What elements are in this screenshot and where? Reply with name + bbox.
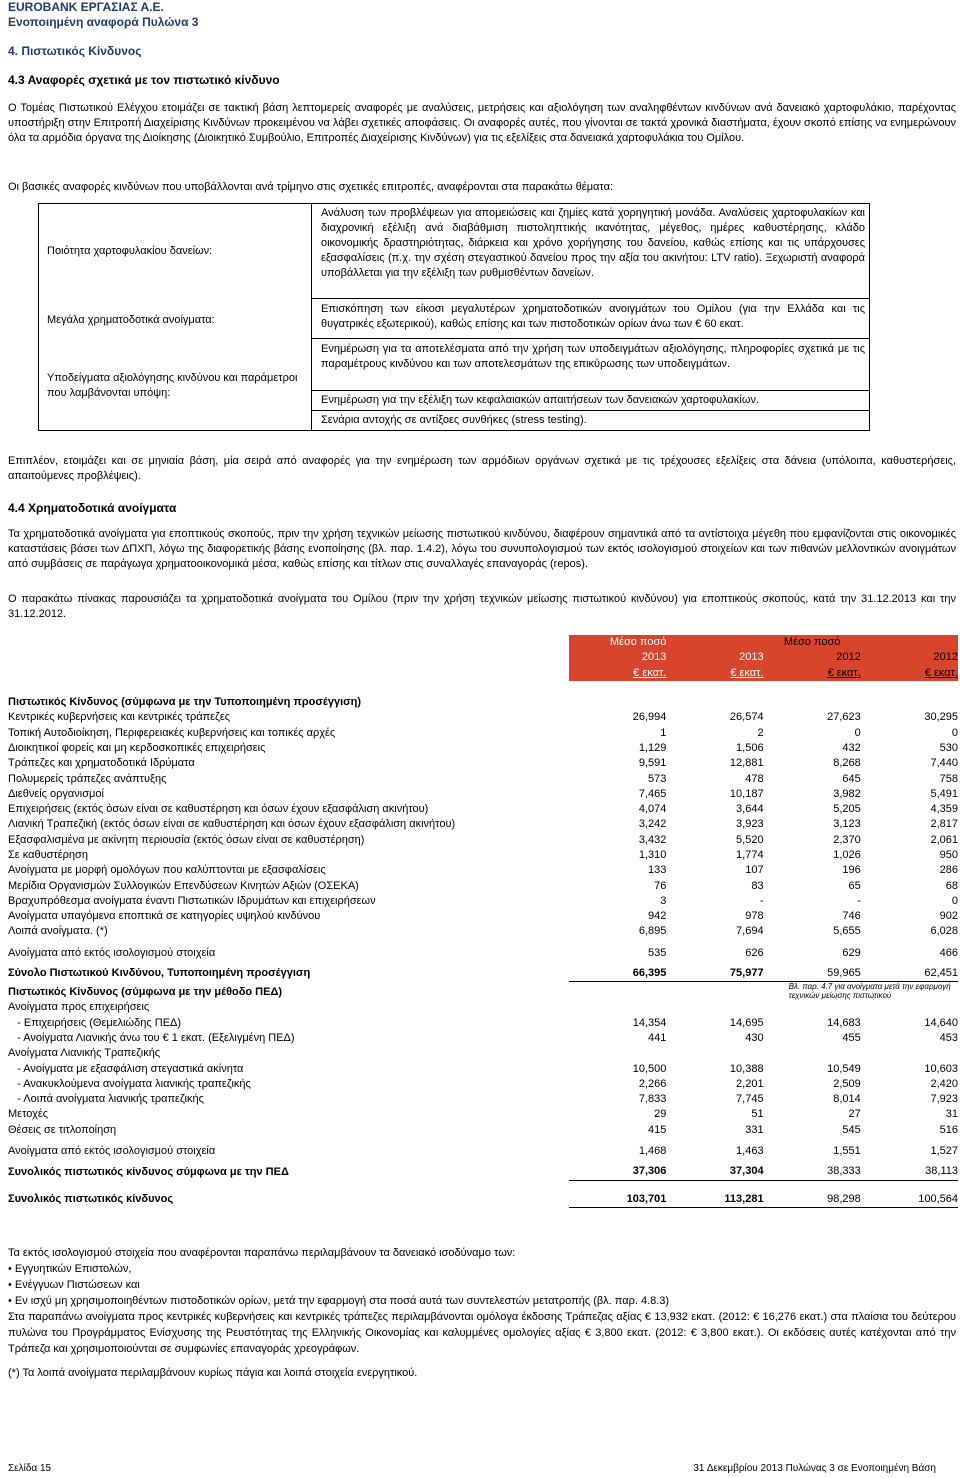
cell: 516 (939, 1123, 958, 1136)
cell: 26,574 (729, 711, 764, 724)
cell: 6,028 (930, 925, 958, 938)
row-label: Ανοίγματα με μορφή ομολόγων που καλύπτονται με εξασφαλίσεις (8, 864, 326, 877)
cell: 1,774 (736, 849, 764, 861)
company-name: EUROBANK ΕΡΓΑΣΙΑΣ Α.Ε. (8, 0, 164, 14)
table-row (8, 817, 958, 832)
cell: 626 (745, 946, 764, 959)
cell: 62,451 (861, 966, 958, 982)
table-row (8, 787, 958, 802)
cell: 573 (648, 772, 667, 785)
cell: 2 (757, 726, 764, 739)
cell (764, 1000, 861, 1015)
cell: 31 (945, 1108, 958, 1121)
row-label: Συνολικός πιστωτικός κίνδυνος σύμφωνα με την ΠΕΔ (8, 1165, 289, 1178)
table-row (8, 909, 958, 924)
row-label: Μετοχές (8, 1108, 49, 1121)
cell (764, 1046, 861, 1061)
row-label: Ανοίγματα από εκτός ισολογισμού στοιχεία (8, 1145, 216, 1158)
cell (569, 1046, 666, 1061)
cell: 14,683 (827, 1016, 861, 1029)
cell: 9,591 (638, 757, 667, 770)
row-label: Σύνολο Πιστωτικού Κινδύνου, Τυποποιημένη προσέγγιση (8, 967, 311, 980)
cell: 8,014 (833, 1093, 861, 1106)
cell: 37,304 (666, 1164, 763, 1180)
report-topics-left-column (39, 204, 312, 430)
cell: 3,644 (736, 803, 764, 816)
cell: 4,359 (930, 803, 958, 816)
row-label: Ανοίγματα από εκτός ισολογισμού στοιχεία (8, 946, 216, 959)
cell: 37,306 (569, 1164, 666, 1180)
table-row (8, 756, 958, 771)
topic-risk-models-desc-2: Ενημέρωση για την εξέλιξη των κεφαλαιακών απαιτήσεων των δανειακών χαρτοφυλακίων. (321, 394, 760, 406)
cell (861, 1046, 958, 1061)
cell: 0 (854, 726, 861, 739)
col-3-head-b: 2012 (764, 650, 861, 665)
cell: 103,701 (569, 1192, 666, 1208)
cell: 5,491 (930, 787, 958, 800)
cell: 10,187 (729, 787, 764, 800)
report-topics-box (38, 203, 870, 431)
cell: 1,026 (833, 849, 861, 861)
cell: 3,923 (736, 818, 764, 831)
cell: 107 (745, 864, 764, 877)
row-label: Μερίδια Οργανισμών Συλλογικών Επενδύσεων Κινητών Αξιών (ΟΣΕΚΑ) (8, 879, 359, 892)
topic-portfolio-quality: Ποιότητα χαρτοφυλακίου δανείων: (47, 245, 213, 257)
cell: 3,982 (833, 787, 861, 800)
table-row (8, 1077, 958, 1092)
cell: 29 (654, 1108, 667, 1121)
cell: 331 (745, 1123, 764, 1136)
cell: 1,551 (833, 1145, 861, 1158)
cell: 7,440 (930, 757, 958, 770)
topic-portfolio-quality-desc: Ανάλυση των προβλέψεων για απομειώσεις και ζημίες κατά χορηγητική μονάδα. Αναλύσεις χαρτοφυλακίων και διαχρονική εξέλιξη ανά διαβάθμιση πιστοληπτικής ικανότητας, μέγεθος, ημέρες καθυστέρησης, κλάδο οικονομικής δραστηριότητας, διάρκεια και χρόνο χορήγησης του δανείου, καθώς επίσης και τις υπάρχουσες εξασφαλίσεις (π.χ. την σχέση στεγαστικού δανείου προς την αξία του ακινήτου: LTV ratio). Ξεχωριστή αναφορά υποβάλλεται για την εξέλιξη των ρυθμισθέντων δανείων. (321, 207, 865, 279)
cell: - (759, 894, 764, 907)
col-1-head-unit: € εκατ. (633, 666, 667, 679)
table-row (8, 863, 958, 878)
cell: 978 (745, 910, 764, 923)
cell: 950 (939, 849, 958, 861)
cell: 1,129 (638, 741, 667, 754)
row-label: Τράπεζες και χρηματοδοτικά Ιδρύματα (8, 757, 195, 770)
cell: 26,994 (632, 711, 667, 724)
cell: 629 (842, 946, 861, 959)
cell: 30,295 (924, 711, 958, 724)
chapter-title: 4. Πιστωτικός Κίνδυνος (8, 44, 142, 58)
cell: 1,468 (638, 1145, 667, 1158)
col-1-head-b: 2013 (569, 650, 666, 665)
cell: 7,745 (736, 1093, 764, 1106)
row-label: Διεθνείς οργανισμοί (8, 787, 104, 800)
footnote-ref: Βλ. παρ. 4.7 για ανοίγματα μετά την εφαρμογή τεχνικών μείωσης πιστωτικού (788, 982, 951, 1001)
table-row (8, 878, 958, 893)
page-number: Σελίδα 15 (8, 1463, 52, 1474)
cell: 645 (842, 772, 861, 785)
cell: 1,506 (736, 741, 764, 754)
table-row (8, 1061, 958, 1076)
table-row (8, 1107, 958, 1122)
col-2-head-b: 2013 (666, 650, 763, 665)
note-bullet: • Εγγυητικών Επιστολών, (8, 1263, 132, 1275)
section-4-4-paragraph-1: Τα χρηματοδοτικά ανοίγματα για εποπτικούς σκοπούς, πριν την χρήση τεχνικών μείωσης πιστωτικού κινδύνου, διαφέρουν σημαντικά από τα αντίστοιχα μέγεθη που εμφανίζονται στις οικονομικές καταστάσεις βάσει των ΔΠΧΠ, λόγω της διαφορετικής βάσης ενοποίησης (βλ. παρ. 1.4.2), λόγω του συνυπολογισμού των εκτός ισολογισμού στοιχείων και των πιθανών μελλοντικών ανοιγμάτων από συμβάσεις σε παράγωγα χρηματοοικονομικά μέσα, καθώς επίσης και τίτλων στις συναλλαγές επαναγοράς (repos). (8, 528, 956, 570)
cell: 10,549 (827, 1062, 861, 1075)
note-offbalance-intro: Τα εκτός ισολογισμού στοιχεία που αναφέρονται παραπάνω περιλαμβάνουν τα δανειακό ισοδύναμο των: (8, 1247, 516, 1259)
row-label: Ανοίγματα Λιανικής Τραπεζικής (8, 1047, 161, 1060)
cell: - (857, 894, 861, 907)
row-label: Κεντρικές κυβερνήσεις και κεντρικές τράπεζες (8, 711, 231, 724)
row-label: Εξασφαλισμένα με ακίνητη περιουσία (εκτός όσων είναι σε καθυστέρηση) (8, 833, 365, 846)
cell: 902 (939, 910, 958, 923)
col-2-head-unit: € εκατ. (730, 666, 764, 679)
cell: 38,333 (764, 1164, 861, 1180)
row-label: Ανοίγματα προς επιχειρήσεις (8, 1001, 150, 1014)
cell: 68 (945, 879, 958, 892)
divider (311, 298, 869, 299)
table-row (8, 833, 958, 848)
section-4-3-title: 4.3 Αναφορές σχετικά με τον πιστωτικό κίνδυνο (8, 73, 280, 87)
row-label: - Επιχειρήσεις (Θεμελιώδης ΠΕΔ) (8, 1016, 182, 1029)
divider (311, 410, 869, 411)
cell: 2,509 (833, 1077, 861, 1090)
row-label: Λιανική Τραπεζική (εκτός όσων είναι σε καθυστέρηση και όσων έχουν εξασφάλιση ακινήτου) (8, 818, 456, 831)
cell: 75,977 (666, 966, 763, 982)
cell: 942 (648, 910, 667, 923)
cell: 1,463 (736, 1145, 764, 1158)
cell: 2,201 (736, 1077, 764, 1090)
cell: 2,370 (833, 833, 861, 846)
cell: 530 (939, 741, 958, 754)
col-4-head-unit: € εκατ. (924, 666, 958, 679)
table-row (8, 1092, 958, 1107)
divider (311, 390, 869, 391)
row-label: - Ανακυκλούμενα ανοίγματα λιανικής τραπεζικής (8, 1077, 251, 1090)
section-4-3-paragraph-3: Επιπλέον, ετοιμάζει και σε μηνιαία βάση, μία σειρά από αναφορές για την ενημέρωση των αρμόδιων οργάνων σχετικά με τις τρέχουσες εξελίξεις στα δάνεια (υπόλοιπα, καθυστερήσεις, απαιτούμενες προβλέψεις). (8, 455, 956, 482)
cell: 2,420 (930, 1077, 958, 1090)
irb-section-title: Πιστωτικός Κίνδυνος (σύμφωνα με την μέθοδο ΠΕΔ) (8, 986, 283, 999)
cell: 196 (842, 864, 861, 877)
cell: 5,655 (833, 925, 861, 938)
table-row (8, 771, 958, 786)
row-label: - Ανοίγματα Λιανικής άνω του € 1 εκατ. (Εξελιγμένη ΠΕΔ) (8, 1031, 295, 1044)
row-label: Επιχειρήσεις (εκτός όσων είναι σε καθυστέρηση και όσων έχουν εξασφάλιση ακινήτου) (8, 803, 429, 816)
cell: 51 (751, 1108, 764, 1121)
row-label: - Ανοίγματα με εξασφάλιση στεγαστικά ακίνητα (8, 1062, 244, 1075)
topic-risk-models-desc-1: Ενημέρωση για τα αποτελέσματα από την χρήση των υποδειγμάτων αξιολόγησης, πληροφορίες σχετικά με τις παραμέτρους κινδύνου και των αποτελεσμάτων της επικύρωσης των υποδειγμάτων. (321, 343, 865, 370)
cell: 746 (842, 910, 861, 923)
note-bullet: • Εν ισχύ μη χρησιμοποιηθέντων πιστοδοτικών ορίων, μετά την εφαρμογή στα ποσά αυτά των συντελεστών μετατροπής (βλ. παρ. 4.8.3) (8, 1295, 670, 1307)
table-row (8, 1123, 958, 1138)
cell: 10,388 (729, 1062, 764, 1075)
cell (666, 1000, 763, 1015)
cell: 76 (654, 879, 667, 892)
cell: 27 (848, 1108, 861, 1121)
table-grand-total-row (8, 1192, 958, 1208)
section-4-3-paragraph-2: Οι βασικές αναφορές κινδύνων που υποβάλλονται ανά τρίμηνο στις σχετικές επιτροπές, αναφέρονται στα παρακάτω θέματα: (8, 181, 614, 193)
notes-block (8, 1245, 956, 1381)
section-4-3-paragraph-1: Ο Τομέας Πιστωτικού Ελέγχου ετοιμάζει σε τακτική βάση λεπτομερείς αναφορές με αναλύσεις, μετρήσεις και αξιολόγηση των αναληφθέντων κινδύνων ανά δανειακό χαρτοφυλάκιο, παρέχοντας υποστήριξη στην Επιτροπή Διαχείρισης Κινδύνων προκειμένου να λάβει σχετικές αποφάσεις. Οι αναφορές αυτές, που γίνονται σε τακτά χρονικά διαστήματα, έχουν σκοπό επίσης να ενημερώνουν όλα τα αρμόδια όργανα της Διοίκησης (Διοικητικό Συμβούλιο, Επιτροπές Διαχείρισης Κινδύνων) για τις εξελίξεις στα δανειακά χαρτοφυλάκια του Ομίλου. (8, 102, 956, 144)
cell: 2,817 (930, 818, 958, 831)
table-row (8, 924, 958, 939)
cell: 286 (939, 864, 958, 877)
row-label: Βραχυπρόθεσμα ανοίγματα έναντι Πιστωτικών Ιδρυμάτων και επιχειρήσεων (8, 894, 376, 907)
table-row (8, 802, 958, 817)
cell: 1,310 (638, 849, 667, 861)
note-bullet: • Ενέγγυων Πιστώσεων και (8, 1279, 140, 1291)
footer-date: 31 Δεκεμβρίου 2013 Πυλώνας 3 σε Ενοποιημένη Βάση (693, 1463, 936, 1474)
cell: 453 (939, 1031, 958, 1044)
cell: 478 (745, 772, 764, 785)
table-total-row (8, 966, 958, 982)
table-row (8, 848, 958, 863)
cell: 441 (648, 1031, 667, 1044)
table-total-row (8, 1164, 958, 1180)
table-row (8, 946, 958, 961)
cell: 12,881 (729, 757, 764, 770)
cell: 0 (951, 894, 958, 907)
cell: 133 (648, 864, 667, 877)
cell: 3 (660, 894, 667, 907)
cell: 415 (648, 1123, 667, 1136)
col-3-head-unit: € εκατ. (827, 666, 861, 679)
cell: 14,695 (729, 1016, 764, 1029)
cell: 3,432 (638, 833, 667, 846)
row-label: Σε καθυστέρηση (8, 849, 88, 861)
cell: 14,640 (924, 1016, 958, 1029)
col-1-head-a: Μέσο ποσό (569, 635, 666, 650)
cell: 65 (848, 879, 861, 892)
cell: 2,061 (930, 833, 958, 846)
row-label: Θέσεις σε τιτλοποίηση (8, 1123, 117, 1136)
table-row (8, 1016, 958, 1031)
cell: 2,266 (638, 1077, 667, 1090)
topic-large-exposures-desc: Επισκόπηση των είκοσι μεγαλυτέρων χρηματοδοτικών ανοιγμάτων του Ομίλου (για την Ελλάδα και τις θυγατρικές εξωτερικού), καθώς επίσης και των πιστοδοτικών ορίων άνω των € 60 εκατ. (321, 303, 865, 330)
cell: 466 (939, 946, 958, 959)
cell: 10,603 (924, 1062, 958, 1075)
topic-large-exposures: Μεγάλα χρηματοδοτικά ανοίγματα: (47, 314, 215, 326)
cell: 1 (660, 726, 667, 739)
table-row (8, 1000, 958, 1015)
cell: 59,965 (764, 966, 861, 982)
section-4-4-paragraph-2: Ο παρακάτω πίνακας παρουσιάζει τα χρηματοδοτικά ανοίγματα του Ομίλου (πριν την χρήση τεχνικών μείωσης πιστωτικού κινδύνου) για εποπτικούς σκοπούς, κατά την 31.12.2013 και την 31.12.2012. (8, 593, 956, 620)
cell: 7,833 (638, 1093, 667, 1106)
cell: 38,113 (861, 1164, 958, 1180)
cell (861, 1000, 958, 1015)
cell: 10,500 (632, 1062, 667, 1075)
table-row (8, 725, 958, 740)
cell: 7,694 (736, 925, 764, 938)
cell: 4,074 (638, 803, 667, 816)
table-row (8, 894, 958, 909)
col-4-head-b: 2012 (861, 650, 958, 665)
cell: 0 (951, 726, 958, 739)
section-4-4-title: 4.4 Χρηματοδοτικά ανοίγματα (8, 501, 177, 515)
cell: 8,268 (833, 757, 861, 770)
cell: 545 (842, 1123, 861, 1136)
row-label: - Λοιπά ανοίγματα λιανικής τραπεζικής (8, 1093, 204, 1106)
table-row (8, 1046, 958, 1061)
table-row (8, 741, 958, 756)
cell: 5,520 (736, 833, 764, 846)
cell: 7,465 (638, 787, 667, 800)
cell: 7,923 (930, 1093, 958, 1106)
cell: 83 (751, 879, 764, 892)
credit-exposures-table (8, 635, 958, 1208)
table-row (8, 1031, 958, 1046)
cell: 455 (842, 1031, 861, 1044)
standardised-section-title: Πιστωτικός Κίνδυνος (σύμφωνα με την Τυποποιημένη προσέγγιση) (8, 696, 362, 709)
cell: 113,281 (666, 1192, 763, 1208)
row-label: Συνολικός πιστωτικός κίνδυνος (8, 1192, 174, 1205)
note-other-exposures: (*) Τα λοιπά ανοίγματα περιλαμβάνουν κυρίως πάγια και λοιπά στοιχεία ενεργητικού. (8, 1367, 418, 1379)
cell (666, 1046, 763, 1061)
row-label: Διοικητικοί φορείς και μη κερδοσκοπικές επιχειρήσεις (8, 741, 266, 754)
cell: 1,527 (930, 1145, 958, 1158)
cell (569, 1000, 666, 1015)
col-3-head-a: Μέσο ποσό (764, 635, 861, 650)
cell: 5,205 (833, 803, 861, 816)
report-title: Ενοποιημένη αναφορά Πυλώνα 3 (8, 15, 199, 29)
cell: 27,623 (827, 711, 861, 724)
topic-risk-models-desc-3: Σενάρια αντοχής σε αντίξοες συνθήκες (stress testing). (321, 414, 587, 426)
cell: 430 (745, 1031, 764, 1044)
row-label: Ανοίγματα υπαγόμενα εποπτικά σε κατηγορίες υψηλού κινδύνου (8, 910, 321, 923)
cell: 100,564 (861, 1192, 958, 1208)
cell: 98,298 (764, 1192, 861, 1208)
cell: 3,123 (833, 818, 861, 831)
topic-risk-models: Υποδείγματα αξιολόγησης κινδύνου και παράμετροι που λαμβάνονται υπόψη: (47, 372, 298, 399)
cell: 14,354 (632, 1016, 667, 1029)
note-government-bonds: Στα παραπάνω ανοίγματα προς κεντρικές κυβερνήσεις και κεντρικές τράπεζες περιλαμβάνονται ομόλογα έκδοσης Τράπεζας αξίας € 13,932 εκατ. (2012: € 16,276 εκατ.) στα πλαίσια του δεύτερου πυλώνα του Προγράμματος Ενίσχυσης της Ρευστότητας της Ελληνικής Οικονομίας και καλυμμένες ομολογίες αξίας € 3,800 εκατ. (2012: € 3,800 εκατ.). Οι εκδόσεις αυτές κατέχονται από την Τράπεζα και χρησιμοποιούνται σε συμφωνίες επαναγοράς χρεογράφων. (8, 1311, 956, 1355)
cell: 758 (939, 772, 958, 785)
cell: 3,242 (638, 818, 667, 831)
row-label: Πολυμερείς τράπεζες ανάπτυξης (8, 772, 167, 785)
divider (311, 338, 869, 339)
cell: 66,395 (569, 966, 666, 982)
table-row (8, 710, 958, 725)
row-label: Τοπική Αυτοδιοίκηση, Περιφερειακές κυβερνήσεις και τοπικές αρχές (8, 726, 336, 739)
row-label: Λοιπά ανοίγματα. (*) (8, 925, 108, 938)
cell: 535 (648, 946, 667, 959)
cell: 6,895 (638, 925, 667, 938)
table-row (8, 1144, 958, 1159)
cell: 432 (842, 741, 861, 754)
